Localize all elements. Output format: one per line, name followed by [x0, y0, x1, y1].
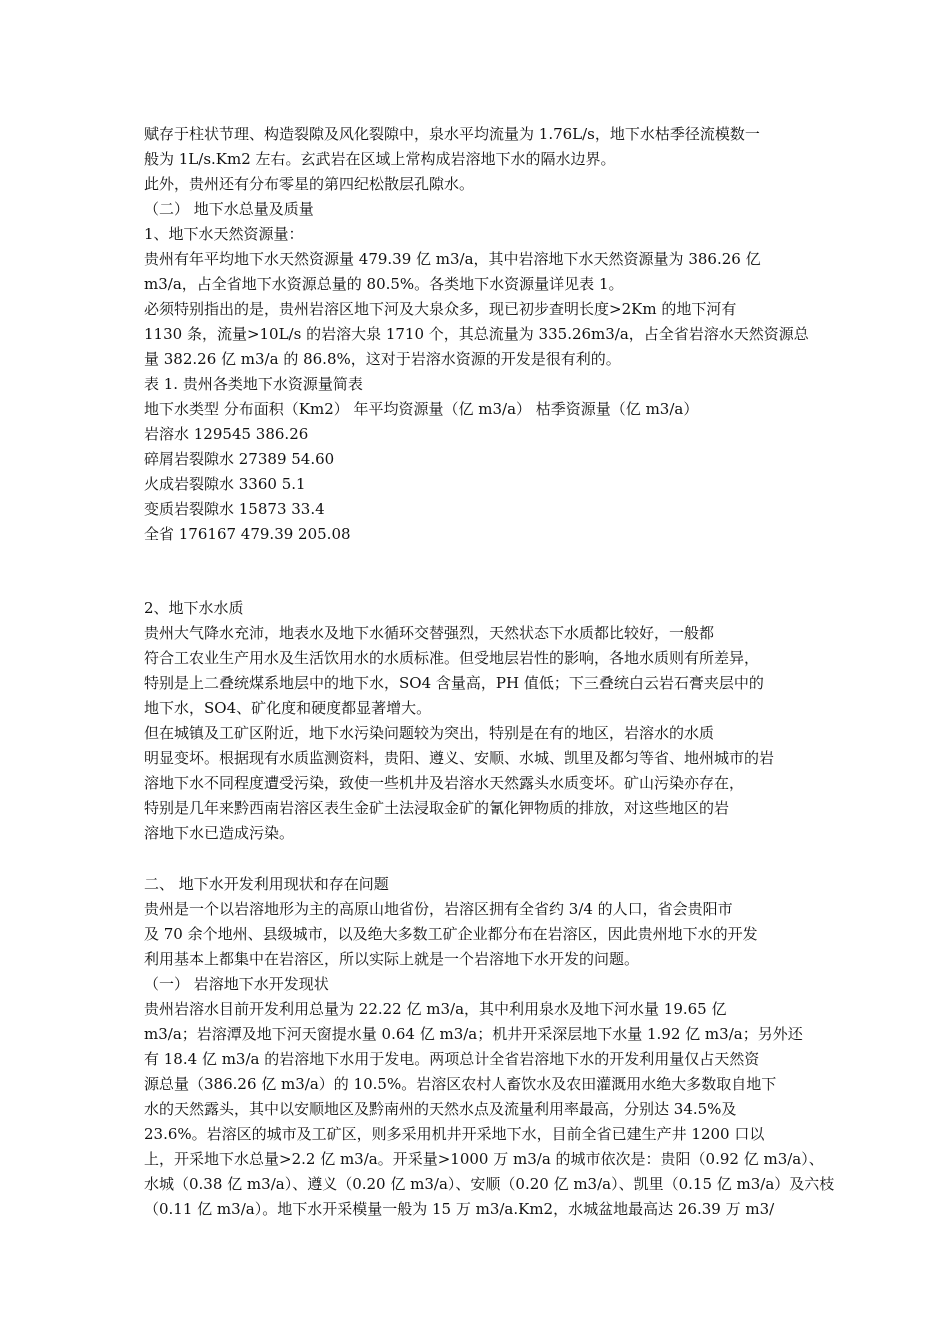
text-line: 利用基本上都集中在岩溶区，所以实际上就是一个岩溶地下水开发的问题。	[144, 950, 640, 968]
text-line: 般为 1L/s.Km2 左右。玄武岩在区域上常构成岩溶地下水的隔水边界。	[144, 150, 616, 168]
table-caption: 表 1. 贵州各类地下水资源量简表	[144, 375, 363, 393]
text-line: 地下水，SO4、矿化度和硬度都显著增大。	[144, 699, 432, 717]
text-line: 特别是几年来黔西南岩溶区表生金矿土法浸取金矿的氰化钾物质的排放，对这些地区的岩	[144, 799, 730, 817]
text-line: 1130 条，流量>10L/s 的岩溶大泉 1710 个，其总流量为 335.26m3/a，占全省岩溶水天然资源总	[144, 325, 809, 343]
text-line: （0.11 亿 m3/a）。地下水开采模量一般为 15 万 m3/a.Km2，水城盆地最高达 26.39 万 m3/	[144, 1200, 775, 1218]
text-line: 贵州大气降水充沛，地表水及地下水循环交替强烈，天然状态下水质都比较好，一般都	[144, 624, 715, 642]
subsection-heading: 2、地下水水质	[144, 599, 244, 617]
text-line: 贵州岩溶水目前开发利用总量为 22.22 亿 m3/a，其中利用泉水及地下河水量 19.65 亿	[144, 1000, 727, 1018]
text-line: 符合工农业生产用水及生活饮用水的水质标准。但受地层岩性的影响，各地水质则有所差异，	[144, 649, 760, 667]
text-line: 水的天然露头，其中以安顺地区及黔南州的天然水点及流量利用率最高，分别达 34.5%及	[144, 1100, 737, 1118]
text-line: 及 70 余个地州、县级城市，以及绝大多数工矿企业都分布在岩溶区，因此贵州地下水的开发	[144, 925, 758, 943]
text-line: m3/a，占全省地下水资源总量的 80.5%。各类地下水资源量详见表 1。	[144, 275, 624, 293]
text-line: 明显变坏。根据现有水质监测资料，贵阳、遵义、安顺、水城、凯里及都匀等省、地州城市的岩	[144, 749, 775, 767]
text-line: 源总量（386.26 亿 m3/a）的 10.5%。岩溶区农村人畜饮水及农田灌溉用水绝大多数取自地下	[144, 1075, 777, 1093]
text-line: 赋存于柱状节理、构造裂隙及风化裂隙中，泉水平均流量为 1.76L/s，地下水枯季径流模数一	[144, 125, 760, 143]
text-line: 上，开采地下水总量>2.2 亿 m3/a。开采量>1000 万 m3/a 的城市依次是：贵阳（0.92 亿 m3/a）、	[144, 1150, 824, 1168]
table-row: 岩溶水 129545 386.26	[144, 425, 309, 443]
table-row: 变质岩裂隙水 15873 33.4	[144, 500, 325, 518]
text-line: 特别是上二叠统煤系地层中的地下水，SO4 含量高，PH 值低；下三叠统白云岩石膏夹层中的	[144, 674, 764, 692]
table-row: 碎屑岩裂隙水 27389 54.60	[144, 450, 335, 468]
text-line: 水城（0.38 亿 m3/a）、遵义（0.20 亿 m3/a）、安顺（0.20 亿 m3/a）、凯里（0.15 亿 m3/a）及六枝	[144, 1175, 835, 1193]
section-heading: （一） 岩溶地下水开发现状	[144, 975, 329, 993]
section-heading: （二） 地下水总量及质量	[144, 200, 314, 218]
subsection-heading: 1、地下水天然资源量：	[144, 225, 304, 243]
table-header: 地下水类型 分布面积（Km2） 年平均资源量（亿 m3/a） 枯季资源量（亿 m3/a）	[144, 400, 699, 418]
table-row: 火成岩裂隙水 3360 5.1	[144, 475, 306, 493]
text-line: 量 382.26 亿 m3/a 的 86.8%，这对于岩溶水资源的开发是很有利的。	[144, 350, 621, 368]
text-line: 但在城镇及工矿区附近，地下水污染问题较为突出，特别是在有的地区，岩溶水的水质	[144, 724, 715, 742]
text-line: 此外，贵州还有分布零星的第四纪松散层孔隙水。	[144, 175, 475, 193]
section-heading: 二、 地下水开发利用现状和存在问题	[144, 875, 389, 893]
text-line: 贵州是一个以岩溶地形为主的高原山地省份，岩溶区拥有全省约 3/4 的人口，省会贵阳市	[144, 900, 733, 918]
text-line: 必须特别指出的是，贵州岩溶区地下河及大泉众多，现已初步查明长度>2Km 的地下河有	[144, 300, 737, 318]
table-row: 全省 176167 479.39 205.08	[144, 525, 351, 543]
text-line: 23.6%。岩溶区的城市及工矿区，则多采用机井开采地下水，目前全省已建生产井 1200 口以	[144, 1125, 765, 1143]
text-line: 贵州有年平均地下水天然资源量 479.39 亿 m3/a，其中岩溶地下水天然资源量为 386.26 亿	[144, 250, 761, 268]
text-line: 有 18.4 亿 m3/a 的岩溶地下水用于发电。两项总计全省岩溶地下水的开发利用量仅占天然资	[144, 1050, 760, 1068]
text-line: m3/a；岩溶潭及地下河天窗提水量 0.64 亿 m3/a；机井开采深层地下水量 1.92 亿 m3/a；另外还	[144, 1025, 803, 1043]
text-line: 溶地下水已造成污染。	[144, 824, 295, 842]
text-line: 溶地下水不同程度遭受污染，致使一些机井及岩溶水天然露头水质变坏。矿山污染亦存在，	[144, 774, 745, 792]
